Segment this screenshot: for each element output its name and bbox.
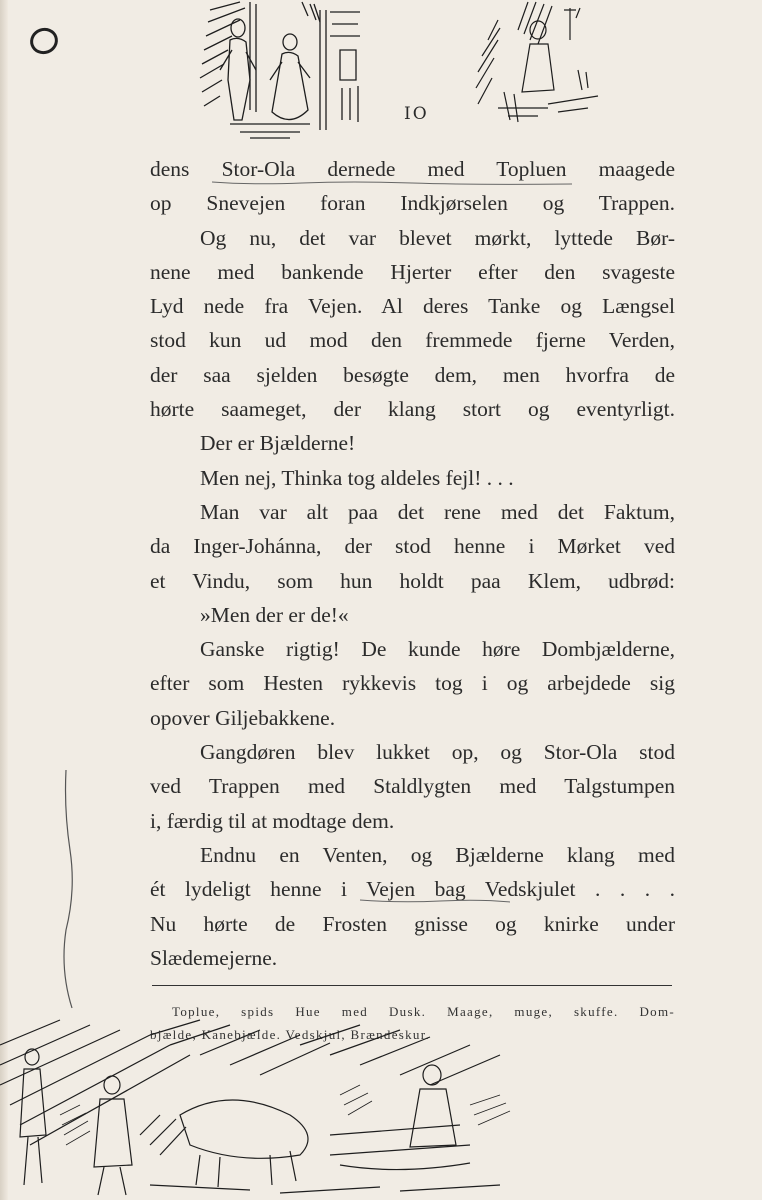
text-line: Slædemejerne. [150,945,278,970]
text-line: dens Stor-Ola dernede med Topluen maagede [150,157,675,181]
text-line: nene med bankende Hjerter efter den svageste [150,259,675,284]
pencil-underline [212,180,572,186]
text-line: Der er Bjælderne! [200,431,356,456]
text-line: da Inger-Johánna, der stod henne i Mørket ved [150,534,675,559]
body-text [150,152,675,975]
footnote-line: bjælde, Kanebjælde. Vedskjul, Brændeskur. [150,1027,431,1042]
illustration-top-right [458,0,608,130]
text-line: Man var alt paa det rene med det Faktum, [200,499,675,524]
pencil-margin-bracket [58,770,118,1010]
page-number: IO [404,104,429,124]
pencil-circle-mark [26,24,61,58]
footnote-line: Toplue, spids Hue med Dusk. Maage, muge, skuffe. Dom- [172,1004,675,1019]
text-line: efter som Hesten rykkevis tog i og arbejdede sig [150,671,675,696]
text-line: stod kun ud mod den fremmede fjerne Verden, [150,328,675,353]
text-line: Men nej, Thinka tog aldeles fejl! . . . [200,465,514,490]
text-line: Ganske rigtig! De kunde høre Dombjælderne, [200,637,675,662]
text-line: ved Trappen med Staldlygten med Talgstumpen [150,774,675,799]
text-line: Endnu en Venten, og Bjælderne klang med [200,842,675,867]
pencil-underline [360,898,510,904]
text-line: Nu hørte de Frosten gnisse og knirke under [150,911,675,936]
text-line: i, færdig til at modtage dem. [150,808,395,833]
text-line: et Vindu, som hun holdt paa Klem, udbrød: [150,568,675,593]
text-line: »Men der er de!« [200,602,349,627]
text-line: ét lydeligt henne i Vejen bag Vedskjulet . . . . [150,877,675,902]
illustration-bottom [0,1015,520,1200]
footnote-rule [152,985,672,986]
text-line: hørte saameget, der klang stort og eventyrligt. [150,397,675,422]
text-line: Lyd nede fra Vejen. Al deres Tanke og Længsel [150,294,675,319]
text-line: Og nu, det var blevet mørkt, lyttede Bør- [200,225,675,250]
text-line: opover Giljebakkene. [150,705,336,730]
text-line: op Snevejen foran Indkjørselen og Trappen. [150,191,675,216]
text-line: Gangdøren blev lukket op, og Stor-Ola stod [200,740,675,765]
illustration-top-left [190,0,370,140]
text-line: der saa sjelden besøgte dem, men hvorfra de [150,362,675,387]
